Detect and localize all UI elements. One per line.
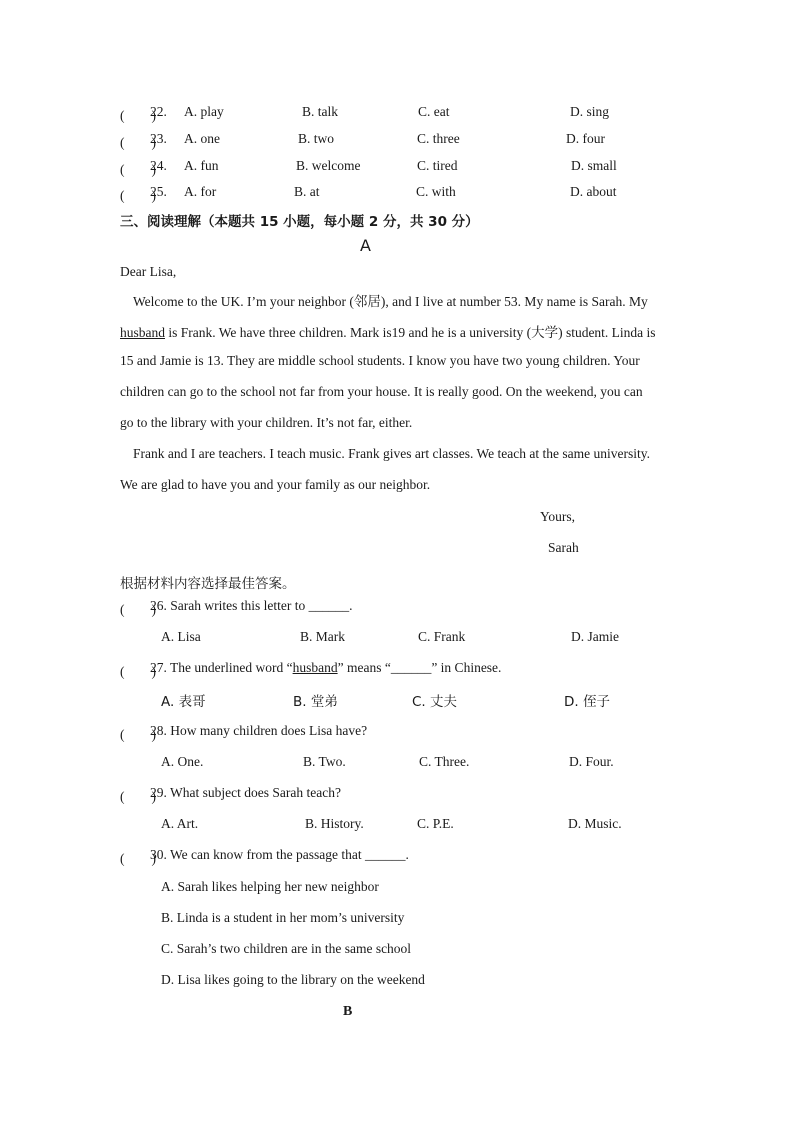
- option-d: D. four: [566, 131, 605, 146]
- option-c: C. 丈夫: [412, 694, 458, 710]
- answer-blank[interactable]: ( ): [120, 727, 156, 742]
- option-c: C. tired: [417, 158, 458, 173]
- question-text-after: ” means “______” in Chinese.: [337, 660, 502, 675]
- answer-blank[interactable]: ( ): [120, 135, 156, 150]
- question-text: 28. How many children does Lisa have?: [150, 723, 368, 738]
- question-text: 29. What subject does Sarah teach?: [150, 785, 341, 800]
- passage-line: [120, 321, 656, 341]
- letter-signature: Sarah: [548, 540, 579, 555]
- instruction-text: 根据材料内容选择最佳答案。: [120, 576, 296, 592]
- passage-line: Frank and I are teachers. I teach music. Frank gives art classes. We teach at the same university.: [133, 446, 650, 461]
- option-a: A. 表哥: [161, 694, 206, 710]
- options-26: [161, 629, 681, 649]
- answer-blank[interactable]: ( ): [120, 602, 156, 617]
- option-d: D. about: [570, 184, 617, 199]
- answer-blank[interactable]: ( ): [120, 851, 156, 866]
- passage-line: 15 and Jamie is 13. They are middle school students. I know you have two young children. Your: [120, 353, 640, 368]
- answer-blank[interactable]: ( ): [120, 108, 156, 123]
- underlined-word: husband: [120, 325, 165, 340]
- option-c: C. with: [416, 184, 456, 199]
- question-number: 23.: [150, 131, 167, 146]
- option-a: A. Sarah likes helping her new neighbor: [161, 879, 379, 894]
- option-c: C. Frank: [418, 629, 466, 644]
- passage-line-rest: is Frank. We have three children. Mark is19 and he is a university (大学) student. Linda is: [165, 325, 656, 340]
- option-b: B. History.: [305, 816, 364, 831]
- question-text: 26. Sarah writes this letter to ______.: [150, 598, 353, 613]
- question-text-before: 27. The underlined word “: [150, 660, 293, 675]
- option-c: C. three: [417, 131, 460, 146]
- option-b: B. Mark: [300, 629, 345, 644]
- option-b: B. two: [298, 131, 335, 146]
- underlined-word: husband: [292, 660, 338, 675]
- option-d: D. sing: [570, 104, 610, 119]
- option-c: C. Three.: [419, 754, 470, 769]
- options-27: [161, 690, 681, 710]
- options-29: [161, 816, 681, 836]
- option-d: D. Music.: [568, 816, 622, 831]
- passage-line: We are glad to have you and your family as our neighbor.: [120, 477, 431, 492]
- option-d: D. Jamie: [571, 629, 619, 644]
- option-b: B. 堂弟: [293, 694, 338, 710]
- question-number: 22.: [150, 104, 167, 119]
- passage-label-b: B: [343, 1004, 353, 1019]
- question-text: 30. We can know from the passage that ______.: [150, 847, 409, 862]
- letter-closing: Yours,: [540, 509, 576, 524]
- option-b: B. welcome: [296, 158, 361, 173]
- option-a: A. fun: [184, 158, 219, 173]
- passage-line: children can go to the school not far from your house. It is really good. On the weekend, you can: [120, 384, 643, 399]
- option-a: A. One.: [161, 754, 204, 769]
- options-28: [161, 754, 681, 774]
- question-text: [150, 660, 501, 676]
- passage-line: go to the library with your children. It’s not far, either.: [120, 415, 413, 430]
- option-d: D. Four.: [569, 754, 614, 769]
- option-a: A. one: [184, 131, 220, 146]
- option-d: D. Lisa likes going to the library on the weekend: [161, 972, 425, 987]
- passage-line: Welcome to the UK. I’m your neighbor (邻居), and I live at number 53. My name is Sarah. My: [133, 294, 648, 309]
- option-d: D. small: [571, 158, 617, 173]
- passage-label-a: A: [360, 236, 371, 255]
- option-a: A. Art.: [161, 816, 199, 831]
- answer-blank[interactable]: ( ): [120, 664, 156, 679]
- option-d: D. 侄子: [564, 694, 610, 710]
- answer-blank[interactable]: ( ): [120, 789, 156, 804]
- answer-blank[interactable]: ( ): [120, 162, 156, 177]
- option-c: C. eat: [418, 104, 450, 119]
- option-b: B. at: [294, 184, 320, 199]
- letter-greeting: Dear Lisa,: [120, 264, 177, 279]
- question-number: 25.: [150, 184, 167, 199]
- option-b: B. Two.: [303, 754, 346, 769]
- answer-blank[interactable]: ( ): [120, 188, 156, 203]
- option-a: A. Lisa: [161, 629, 201, 644]
- section-heading: 三、阅读理解（本题共 15 小题，每小题 2 分，共 30 分）: [120, 214, 479, 230]
- option-c: C. P.E.: [417, 816, 454, 831]
- option-b: B. talk: [302, 104, 338, 119]
- option-b: B. Linda is a student in her mom’s university: [161, 910, 405, 925]
- option-c: C. Sarah’s two children are in the same school: [161, 941, 412, 956]
- option-a: A. play: [184, 104, 224, 119]
- option-a: A. for: [184, 184, 217, 199]
- question-number: 24.: [150, 158, 167, 173]
